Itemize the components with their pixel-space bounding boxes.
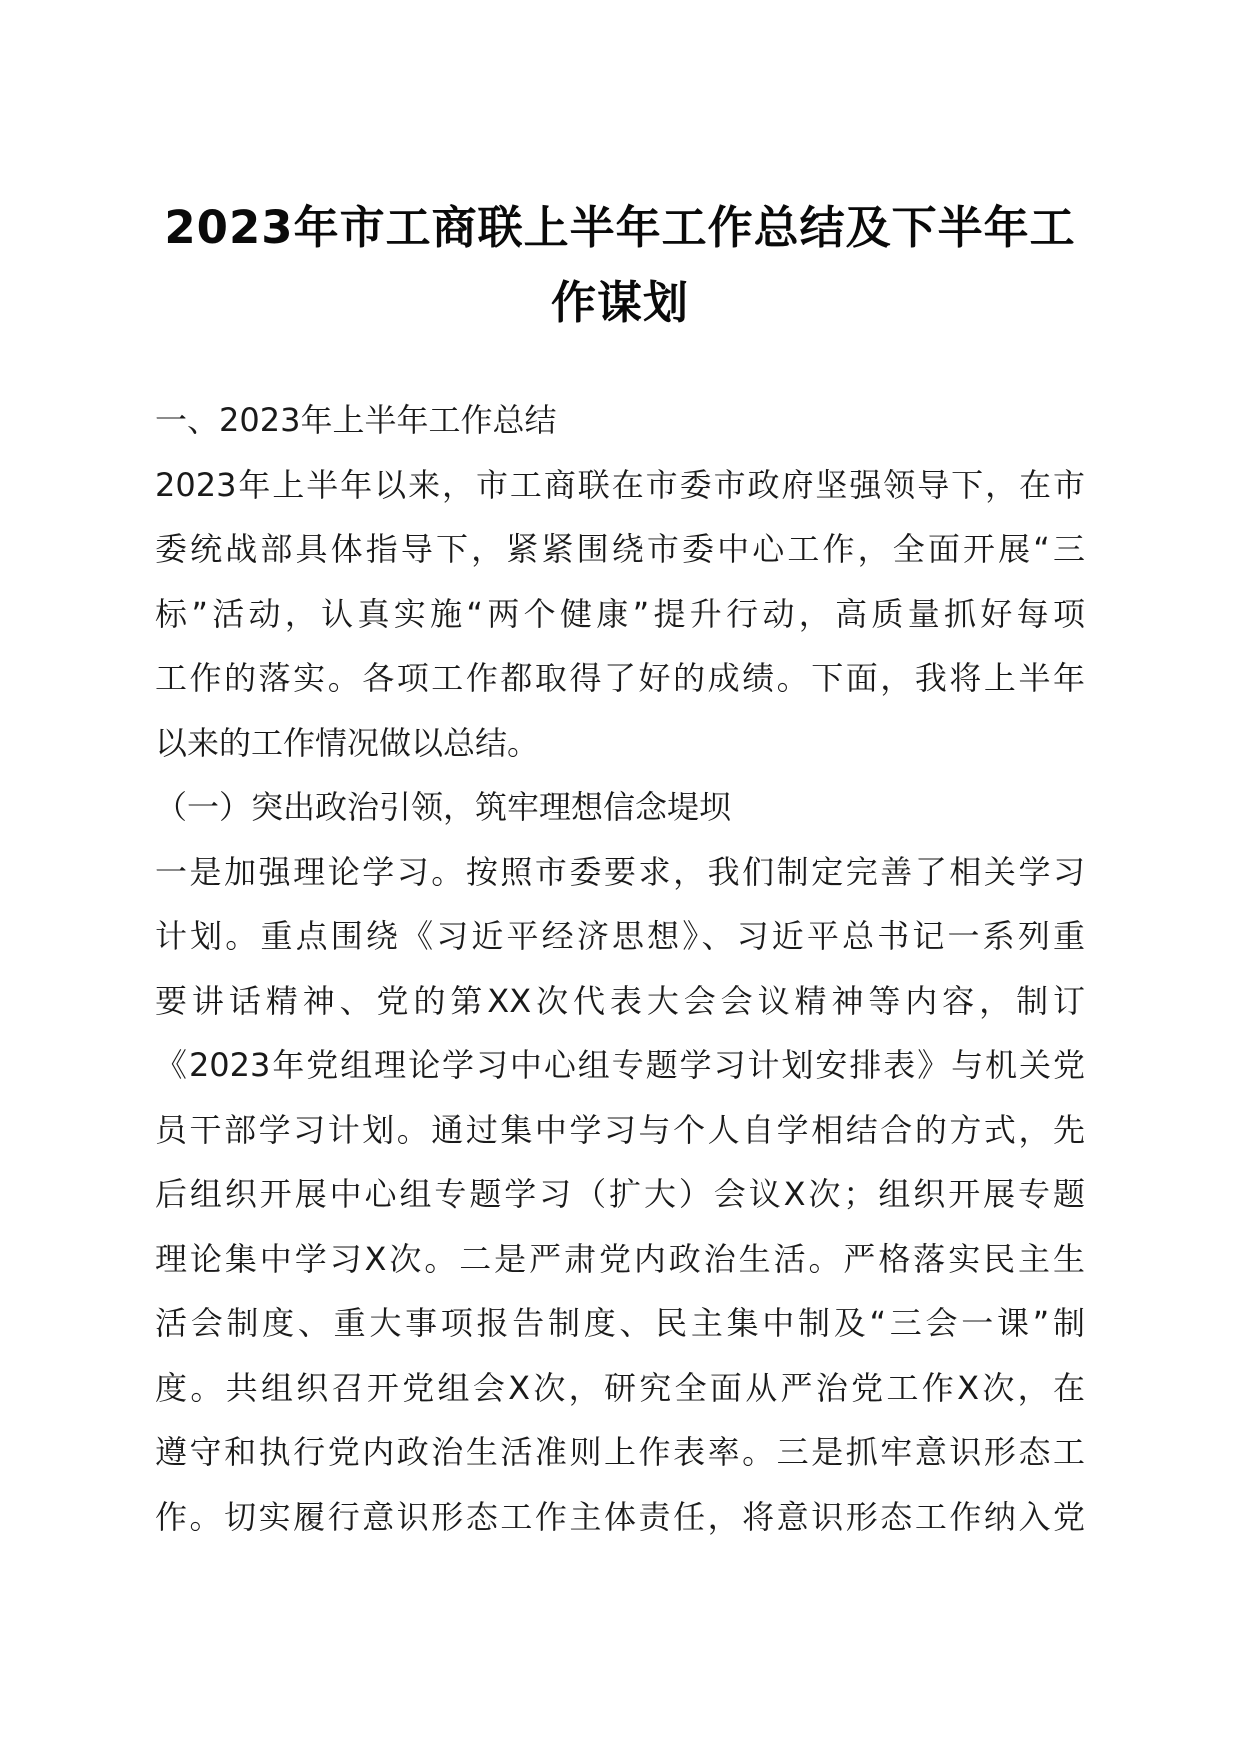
paragraph-line: 要讲话精神、党的第XX次代表大会会议精神等内容，制订 bbox=[155, 981, 1085, 1020]
paragraph-line: 计划。重点围绕《习近平经济思想》、习近平总书记一系列重 bbox=[155, 917, 1085, 955]
paragraph-line: 度。共组织召开党组会X次，研究全面从严治党工作X次，在 bbox=[155, 1368, 1085, 1407]
paragraph-line: 2023年上半年以来，市工商联在市委市政府坚强领导下，在市 bbox=[155, 465, 1085, 504]
paragraph-line: 一是加强理论学习。按照市委要求，我们制定完善了相关学习 bbox=[155, 852, 1085, 891]
document-title bbox=[155, 190, 1085, 340]
title-line-1: 2023年市工商联上半年工作总结及下半年工 bbox=[164, 201, 1076, 254]
paragraph-line: 活会制度、重大事项报告制度、民主集中制及“三会一课”制 bbox=[155, 1304, 1085, 1342]
paragraph-line: 以来的工作情况做以总结。 bbox=[155, 723, 540, 762]
paragraph-line: 委统战部具体指导下，紧紧围绕市委中心工作，全面开展“三 bbox=[155, 530, 1085, 568]
paragraph-line: 员干部学习计划。通过集中学习与个人自学相结合的方式，先 bbox=[155, 1110, 1085, 1149]
paragraph-line: 理论集中学习X次。二是严肃党内政治生活。严格落实民主生 bbox=[155, 1239, 1085, 1278]
paragraph-line: 遵守和执行党内政治生活准则上作表率。三是抓牢意识形态工 bbox=[155, 1433, 1085, 1471]
title-line-2: 作谋划 bbox=[550, 276, 689, 329]
subsection-heading: （一）突出政治引领，筑牢理想信念堤坝 bbox=[155, 788, 732, 826]
paragraph-line: 标”活动，认真实施“两个健康”提升行动，高质量抓好每项 bbox=[155, 594, 1085, 633]
section-heading: 一、2023年上半年工作总结 bbox=[155, 401, 557, 439]
paragraph-line: 工作的落实。各项工作都取得了好的成绩。下面，我将上半年 bbox=[155, 659, 1085, 697]
paragraph-line: 《2023年党组理论学习中心组专题学习计划安排表》与机关党 bbox=[155, 1046, 1085, 1084]
paragraph-line: 作。切实履行意识形态工作主体责任，将意识形态工作纳入党 bbox=[155, 1497, 1085, 1536]
paragraph-line: 后组织开展中心组专题学习（扩大）会议X次；组织开展专题 bbox=[155, 1175, 1085, 1213]
document-body bbox=[155, 388, 1085, 1549]
